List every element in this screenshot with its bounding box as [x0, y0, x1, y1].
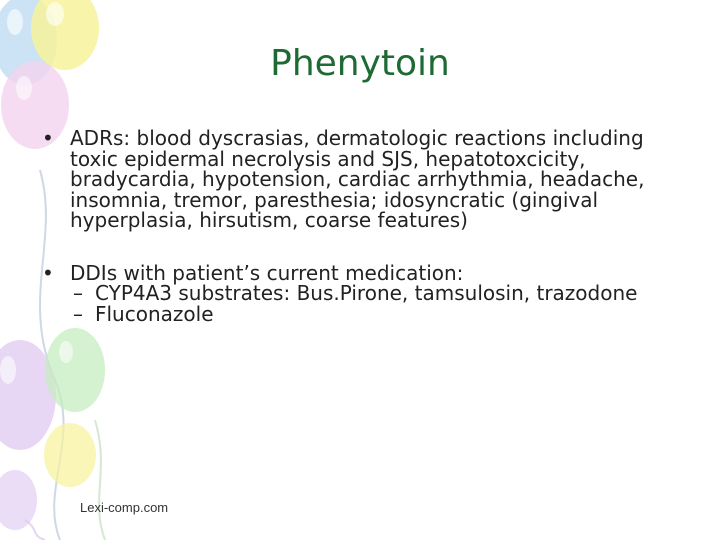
subitem-marker: –: [73, 281, 83, 305]
subitem-marker: –: [73, 301, 83, 326]
subitem-text: CYP4A3 substrates: Bus.Pirone, tamsulosin, trazodone: [95, 281, 638, 305]
slide-content: [40, 128, 680, 324]
source-footer: Lexi-comp.com: [80, 500, 169, 515]
balloon-string: [95, 420, 105, 540]
bullet-adrs: [40, 128, 680, 231]
bullet-ddis: [40, 260, 680, 285]
slide-title: Phenytoin: [270, 43, 450, 84]
balloon-green: [45, 328, 105, 412]
bullet-text: ADRs: blood dyscrasias, dermatologic reactions including toxic epidermal necrolysis and SJS, hepatotoxcicity, bradycardia, hypotension, cardiac arrhythmia, headache, insomnia, tremor, paresthesia; idosyncratic (gingival hyperplasia, hirsutism, coarse features): [70, 126, 645, 232]
subitem-fluconazole: [40, 301, 680, 326]
bullet-marker: •: [42, 260, 54, 285]
balloon-yellow-small: [44, 423, 96, 487]
balloon-purple-small: [0, 470, 37, 530]
subitem-text: Fluconazole: [95, 301, 214, 326]
bullet-text: DDIs with patient’s current medication:: [70, 260, 464, 285]
subitem-cyp-substrates: [40, 283, 680, 304]
bullet-marker: •: [42, 126, 54, 150]
